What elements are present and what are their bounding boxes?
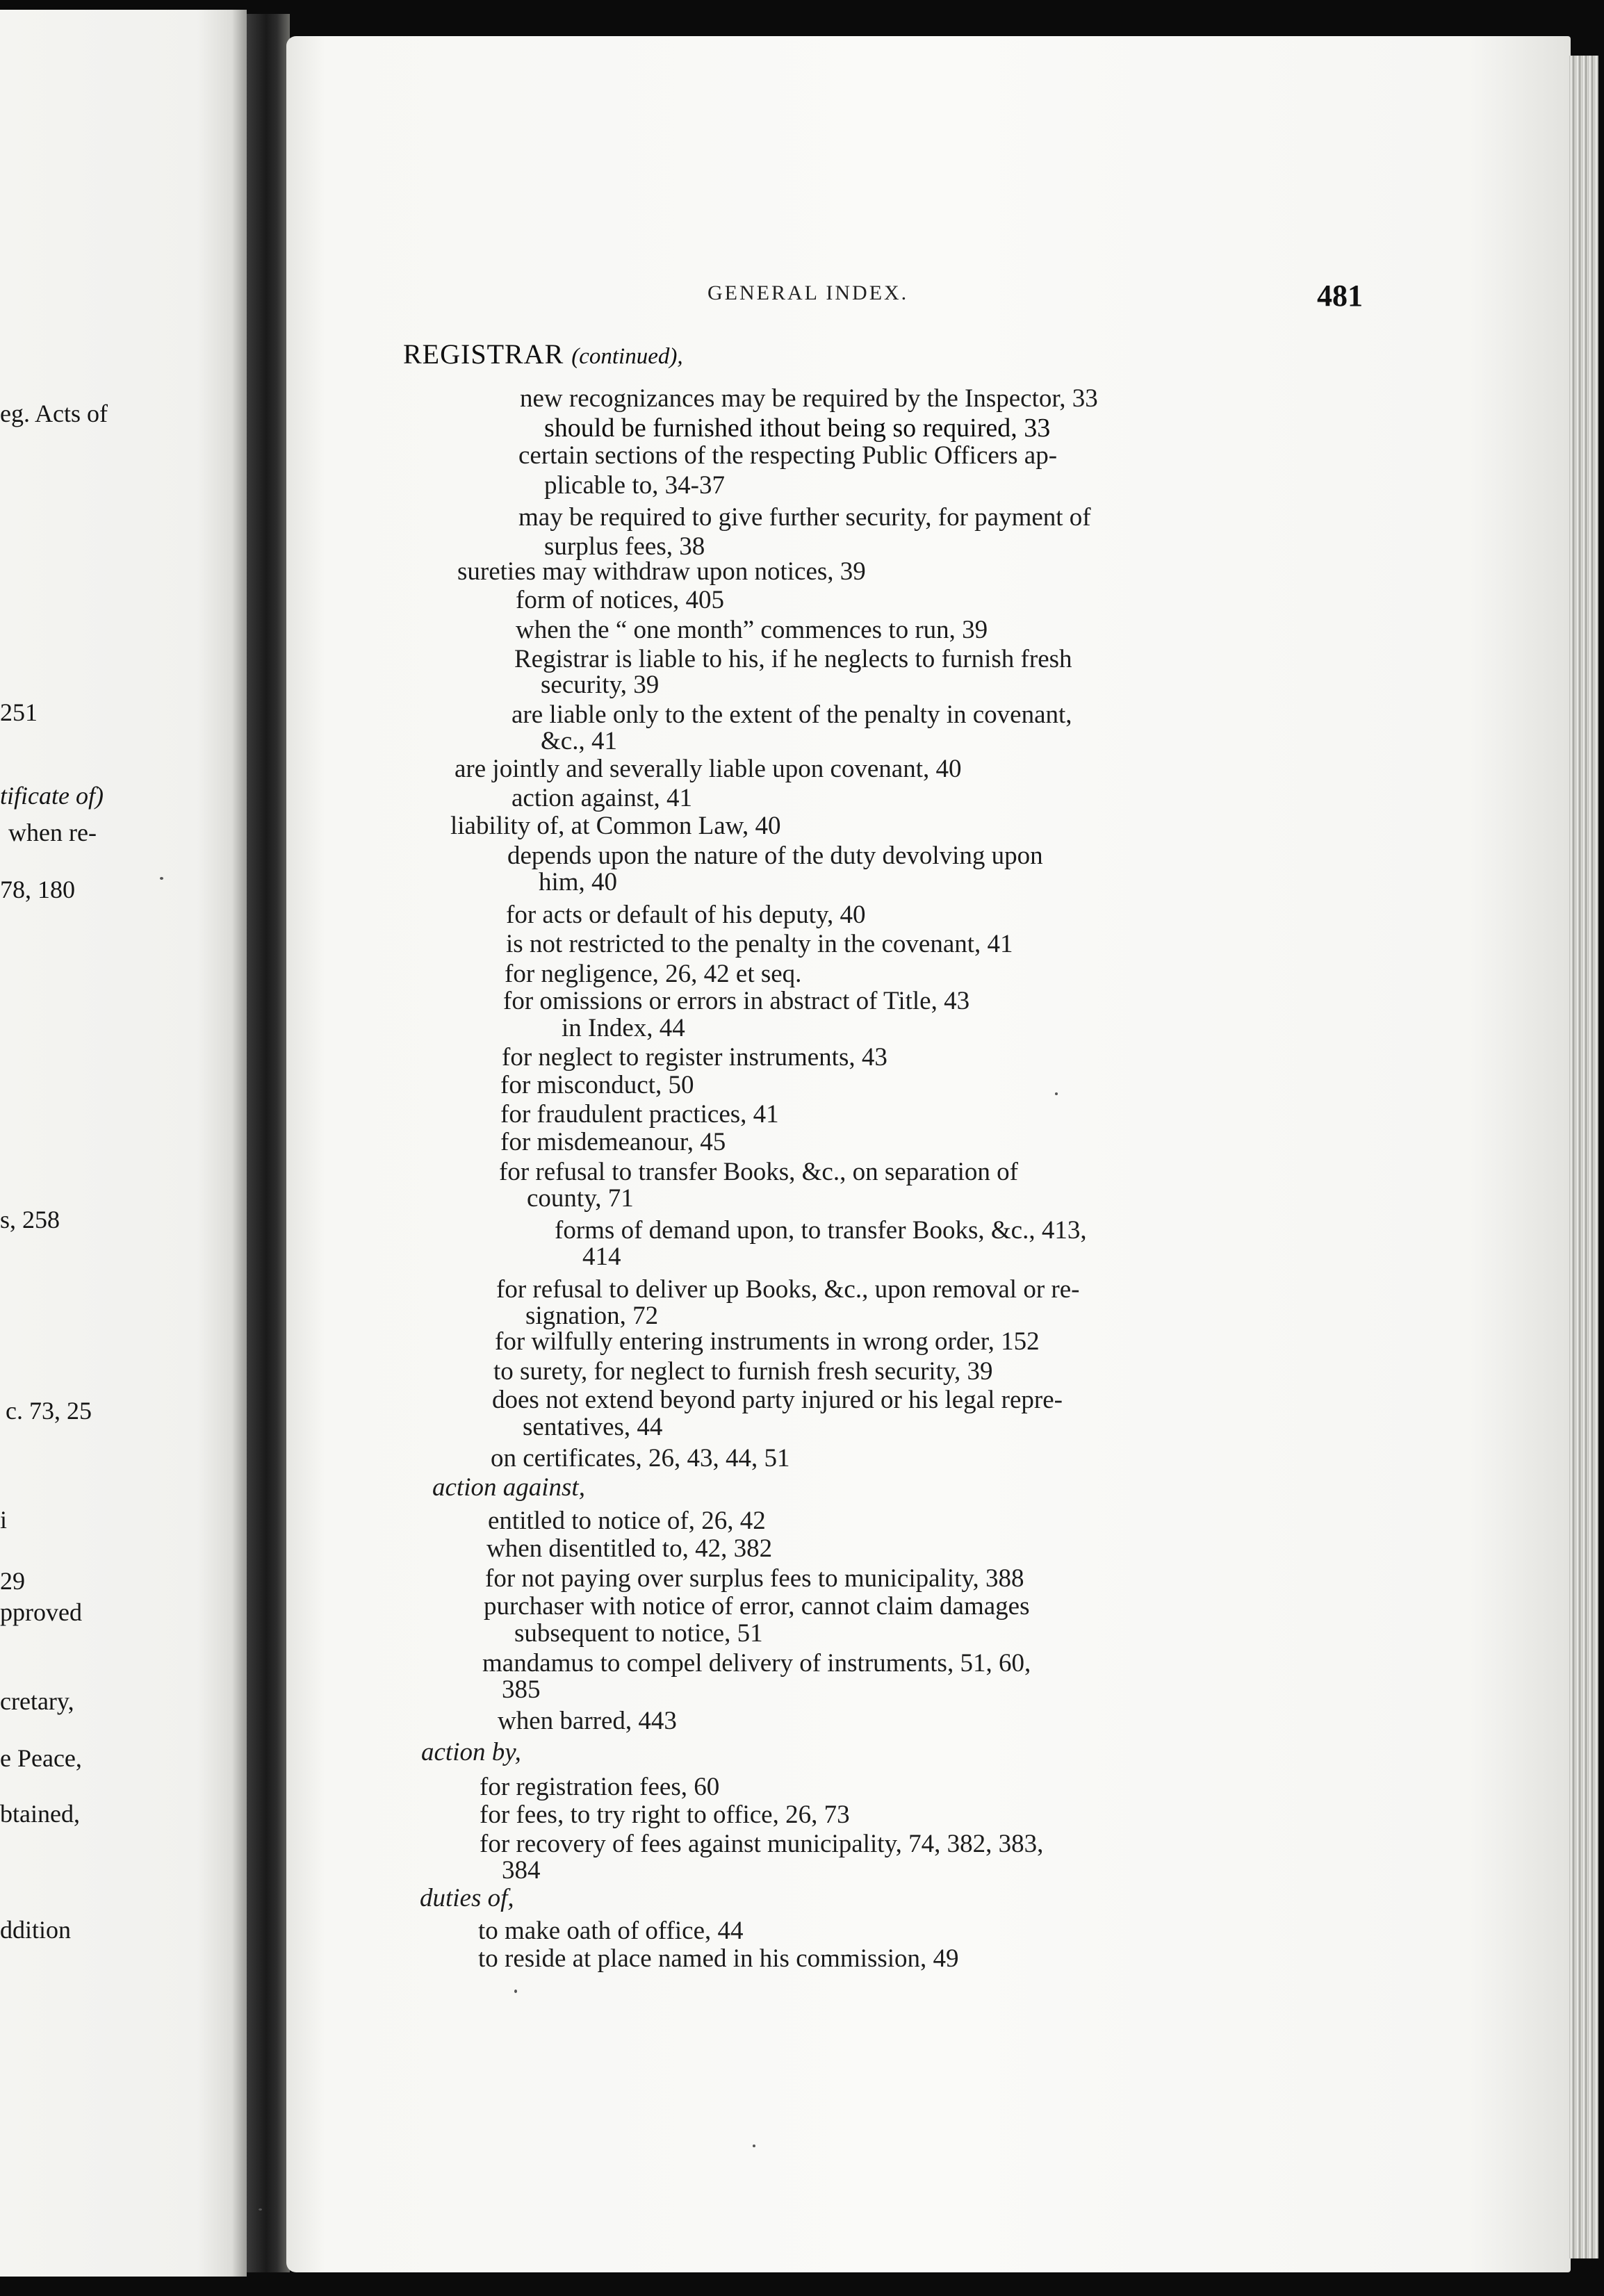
page-edge [1569,56,1598,2258]
index-entry-line: county, 71 [527,1184,634,1213]
index-entry-line: surplus fees, 38 [544,532,705,561]
index-entry-line: for recovery of fees against municipality, 74, 382, 383, [480,1830,1044,1858]
index-entry-line: security, 39 [541,671,660,699]
left-page-line: 78, 180 [0,876,75,903]
left-page-line: e Peace, [0,1744,82,1772]
index-entry-line: form of notices, 405 [516,586,725,614]
left-page-line: eg. Acts of [0,400,108,427]
scan-speck [259,2208,262,2211]
index-entry-line: forms of demand upon, to transfer Books, &c., 413, [555,1216,1087,1245]
left-page [0,10,247,2277]
left-page-line: when re- [8,819,97,846]
index-entry-line: for refusal to deliver up Books, &c., upon removal or re- [496,1275,1080,1304]
index-entry-line: for refusal to transfer Books, &c., on separation of [499,1158,1018,1186]
index-entry-line: him, 40 [539,868,618,896]
index-entry-line: are liable only to the extent of the penalty in covenant, [512,700,1072,729]
index-entry-line: for registration fees, 60 [480,1773,720,1801]
scan-speck [160,877,163,880]
index-entry-line: when disentitled to, 42, 382 [486,1534,773,1563]
left-page-line: 251 [0,698,38,726]
index-entry-line: to reside at place named in his commission, 49 [478,1944,959,1973]
index-subheading: action by, [421,1738,521,1766]
index-entry-line: Registrar is liable to his, if he neglects to furnish fresh [514,645,1072,673]
index-entry-line: plicable to, 34-37 [544,471,725,500]
index-entry-line: &c., 41 [541,727,617,755]
index-entry-line: for omissions or errors in abstract of Title, 43 [503,987,970,1015]
left-page-line: pproved [0,1598,82,1626]
index-entry-line: subsequent to notice, 51 [514,1619,763,1648]
index-entry-line: certain sections of the respecting Public Officers ap- [518,441,1058,470]
index-entry-line: 384 [502,1856,541,1885]
index-entry-line: 414 [582,1243,621,1271]
scan-speck [1055,1092,1058,1095]
index-entry-line: on certificates, 26, 43, 44, 51 [491,1444,790,1473]
left-page-line: i [0,1506,8,1534]
left-page-line: tificate of) [0,782,104,810]
left-page-line: 29 [0,1567,25,1595]
index-entry-line: for not paying over surplus fees to municipality, 388 [485,1564,1024,1593]
index-entry-line: may be required to give further security, for payment of [518,503,1091,532]
index-entry-line: for fees, to try right to office, 26, 73 [480,1801,850,1829]
index-entry-line: signation, 72 [525,1302,659,1330]
left-page-line: cretary, [0,1687,74,1715]
index-entry-line: sentatives, 44 [523,1413,663,1441]
index-entry-line: to make oath of office, 44 [478,1917,744,1945]
index-heading [403,338,683,370]
index-entry-line: new recognizances may be required by the Inspector, 33 [520,384,1098,413]
index-entry-line: for wilfully entering instruments in wrong order, 152 [495,1327,1040,1356]
left-page-line: btained, [0,1800,80,1828]
index-entry-line: for negligence, 26, 42 et seq. [505,960,802,988]
index-entry-line: 385 [502,1675,541,1704]
index-entry-line: for misconduct, 50 [500,1071,694,1099]
index-entry-line: mandamus to compel delivery of instruments, 51, 60, [482,1649,1031,1678]
index-entry-line: liability of, at Common Law, 40 [450,812,781,840]
index-entry-line: in Index, 44 [562,1014,685,1042]
index-entry-line: when barred, 443 [498,1707,677,1735]
index-entry-line: depends upon the nature of the duty devolving upon [507,842,1043,870]
index-entry-line: to surety, for neglect to furnish fresh security, 39 [493,1357,993,1386]
index-entry-line: for misdemeanour, 45 [500,1128,726,1156]
index-subheading: duties of, [420,1884,514,1912]
book-gutter [247,14,290,2272]
index-entry-line: when the “ one month” commences to run, 39 [516,616,988,644]
left-page-line: ddition [0,1916,72,1944]
index-heading-qualifier: (continued), [571,344,683,369]
index-entry-line: for fraudulent practices, 41 [500,1100,779,1129]
left-page-line: c. 73, 25 [6,1397,92,1425]
index-entry-line: sureties may withdraw upon notices, 39 [457,557,866,586]
running-head: GENERAL INDEX. [707,281,909,304]
index-heading-term: REGISTRAR [403,338,564,370]
scan-speck [753,2145,755,2147]
index-entry-line: action against, 41 [512,784,692,812]
index-entry-line: does not extend beyond party injured or his legal repre- [492,1386,1063,1414]
index-entry-line: purchaser with notice of error, cannot claim damages [484,1592,1030,1621]
index-entry-line: should be furnished ithout being so required, 33 [544,413,1051,443]
page-number: 481 [1317,279,1363,313]
index-entry-line: are jointly and severally liable upon covenant, 40 [455,755,962,783]
left-page-line: s, 258 [0,1206,60,1233]
scan-speck [514,1990,517,1993]
index-entry-line: is not restricted to the penalty in the covenant, 41 [506,930,1013,958]
index-subheading: action against, [432,1473,585,1502]
index-entry-line: for acts or default of his deputy, 40 [506,901,866,929]
index-entry-line: entitled to notice of, 26, 42 [488,1507,766,1535]
index-entry-line: for neglect to register instruments, 43 [502,1043,887,1072]
